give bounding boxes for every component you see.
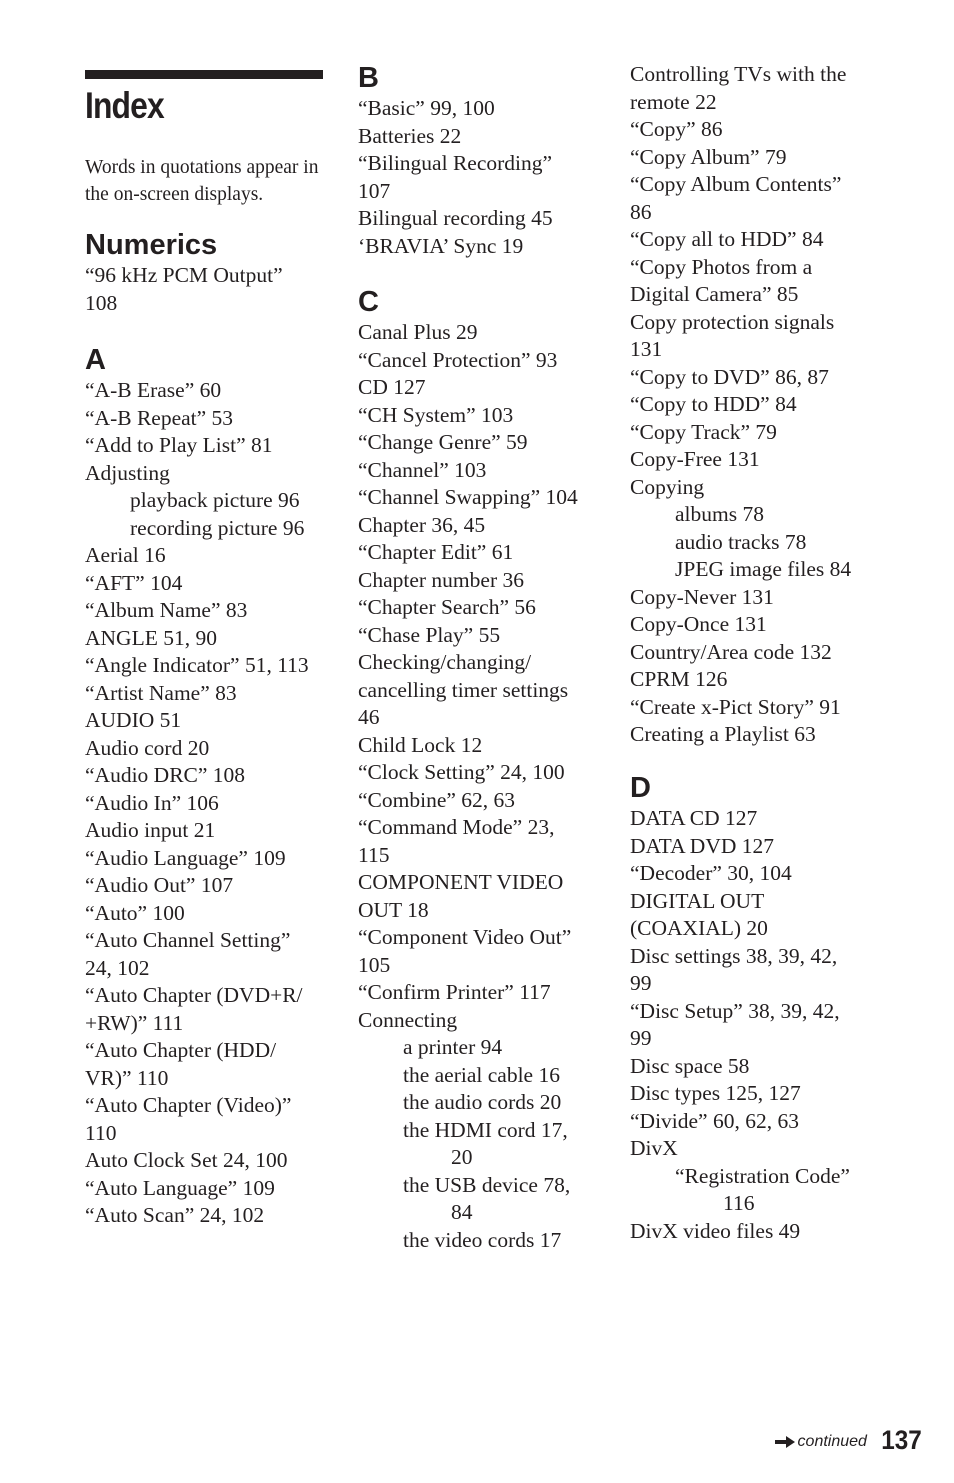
entry-line: “Auto Scan” 24, 102 [85, 1203, 265, 1227]
entry-line: recording picture 96 [130, 515, 305, 540]
index-entry [630, 446, 880, 474]
entry-line: Disc space 58 [630, 1053, 750, 1078]
entry-line: 24, 102 [85, 955, 150, 980]
entry-line: Chapter number 36 [358, 567, 524, 592]
index-subentry [630, 529, 880, 557]
index-entry [630, 1135, 880, 1163]
index-entry [358, 150, 613, 205]
entry-line: DivX video files 49 [630, 1218, 801, 1243]
entry-line: 86 [630, 199, 652, 224]
entry-line: 99 [630, 1026, 652, 1050]
entry-line: “Auto” 100 [85, 900, 185, 925]
index-entry [358, 233, 613, 261]
entry-line: “96 kHz PCM Output” [85, 263, 283, 287]
index-entry [358, 123, 613, 151]
entry-line: cancelling timer settings [358, 677, 569, 702]
entry-line: “Audio Out” 107 [85, 873, 234, 897]
index-entry [85, 570, 335, 598]
entry-line: “Auto Chapter (DVD+R/ [85, 983, 303, 1007]
entry-line: “Copy” 86 [630, 117, 723, 141]
entry-line: COMPONENT VIDEO [358, 870, 564, 894]
index-subentry [358, 1089, 613, 1117]
index-subentry [630, 556, 880, 584]
index-subentry [85, 487, 335, 515]
entry-line: “Artist Name” 83 [85, 680, 237, 705]
index-subentry [358, 1062, 613, 1090]
entry-line: “Component Video Out” [358, 925, 572, 949]
index-entry [358, 979, 613, 1007]
entry-line: Creating a Playlist 63 [630, 722, 816, 746]
entry-line: “CH System” 103 [358, 402, 514, 427]
entry-line: “Chapter Edit” 61 [358, 540, 514, 564]
entry-line: “Bilingual Recording” [358, 151, 553, 175]
index-entry [358, 567, 613, 595]
index-entry [85, 982, 335, 1037]
entry-line: Auto Clock Set 24, 100 [85, 1148, 288, 1172]
index-entry [85, 872, 335, 900]
index-entry [630, 943, 880, 998]
entry-line: 20 [451, 1145, 473, 1169]
index-entry [85, 597, 335, 625]
index-entry [85, 460, 335, 488]
entry-line: 99 [630, 971, 652, 995]
index-entry [630, 805, 880, 833]
index-entry [85, 1175, 335, 1203]
index-entry [358, 732, 613, 760]
entry-line: “Registration Code” [675, 1163, 850, 1188]
index-subentry [630, 1163, 880, 1218]
entry-line: audio tracks 78 [675, 529, 807, 554]
index-entry [358, 95, 613, 123]
index-entry [358, 512, 613, 540]
entry-line: AUDIO 51 [85, 708, 182, 732]
entry-line: (COAXIAL) 20 [630, 916, 768, 940]
entry-line: Disc settings 38, 39, 42, [630, 943, 838, 968]
index-subentry [358, 1034, 613, 1062]
section-d [630, 771, 880, 1245]
index-entry [358, 869, 613, 924]
section-heading: A [85, 344, 106, 376]
entry-line: “Copy all to HDD” 84 [630, 227, 824, 251]
index-entry [630, 860, 880, 888]
index-entry [358, 924, 613, 979]
entry-line: 131 [630, 337, 663, 361]
index-subentry [630, 501, 880, 529]
index-entry [630, 1080, 880, 1108]
entry-line: “Combine” 62, 63 [358, 787, 516, 812]
index-subentry [358, 1117, 613, 1172]
index-entry [630, 666, 880, 694]
index-entry [630, 611, 880, 639]
entry-line: “Confirm Printer” 117 [358, 980, 551, 1004]
entry-line: “Audio In” 106 [85, 790, 219, 815]
entry-line: Copying [630, 474, 705, 499]
index-entry [85, 377, 335, 405]
entry-line: “Copy Album Contents” [630, 172, 842, 196]
index-entry [85, 1092, 335, 1147]
entry-line: “Auto Chapter (Video)” [85, 1093, 292, 1117]
entry-line: “Change Genre” 59 [358, 430, 528, 454]
index-entry [358, 484, 613, 512]
entry-line: ‘BRAVIA’ Sync 19 [358, 233, 524, 258]
entry-list [358, 95, 613, 260]
index-entry [358, 814, 613, 869]
entry-line: “Auto Language” 109 [85, 1175, 275, 1200]
entry-line: +RW)” 111 [85, 1010, 184, 1035]
section-heading: C [358, 286, 379, 318]
index-entry [630, 1218, 880, 1246]
index-entry [630, 116, 880, 144]
entry-line: Audio cord 20 [85, 735, 210, 760]
index-entry [358, 429, 613, 457]
index-subentry [85, 515, 335, 543]
index-entry [630, 254, 880, 309]
entry-line: “A-B Erase” 60 [85, 378, 222, 402]
entry-line: JPEG image files 84 [675, 557, 852, 581]
entry-line: “Divide” 60, 62, 63 [630, 1108, 799, 1133]
intro-text: Words in quotations appear in the on-screen displays. [85, 157, 319, 205]
entry-line: “Audio DRC” 108 [85, 763, 246, 787]
index-entry [630, 144, 880, 172]
entry-line: “Channel Swapping” 104 [358, 485, 578, 509]
entry-line: DATA CD 127 [630, 806, 758, 830]
entry-line: the aerial cable 16 [403, 1062, 560, 1087]
index-entry [358, 1007, 613, 1035]
entry-line: Copy-Free 131 [630, 447, 760, 471]
index-entry [358, 622, 613, 650]
index-entry [630, 391, 880, 419]
index-entry [85, 762, 335, 790]
entry-list [85, 377, 335, 1230]
section-a [85, 343, 335, 1230]
entry-line: Aerial 16 [85, 543, 166, 567]
continued-marker [774, 1433, 867, 1451]
entry-line: “Auto Channel Setting” [85, 928, 291, 952]
index-entry [85, 262, 335, 317]
index-entry [630, 639, 880, 667]
entry-list [630, 61, 880, 749]
entry-line: 110 [85, 1120, 117, 1145]
entry-line: Copy-Once 131 [630, 612, 767, 636]
entry-line: “Copy Track” 79 [630, 419, 777, 444]
index-entry [85, 845, 335, 873]
entry-line: 107 [358, 178, 391, 203]
entry-line: Disc types 125, 127 [630, 1081, 801, 1105]
index-entry [630, 419, 880, 447]
entry-line: “Decoder” 30, 104 [630, 861, 792, 885]
entry-line: 116 [723, 1191, 755, 1215]
index-entry [85, 790, 335, 818]
entry-line: CD 127 [358, 375, 426, 399]
index-entry [630, 1108, 880, 1136]
entry-line: Child Lock 12 [358, 732, 483, 757]
entry-line: Batteries 22 [358, 123, 462, 148]
entry-list [85, 262, 335, 317]
index-entry [85, 817, 335, 845]
entry-line: 108 [85, 290, 118, 315]
entry-line: DATA DVD 127 [630, 833, 775, 858]
index-entry [358, 539, 613, 567]
index-entry [358, 594, 613, 622]
continued-text: continued [797, 1433, 867, 1450]
entry-line: DivX [630, 1136, 678, 1160]
section-numerics [85, 228, 335, 317]
section-heading: B [358, 62, 379, 94]
entry-line: “Album Name” 83 [85, 598, 248, 622]
entry-line: “Angle Indicator” 51, 113 [85, 653, 309, 677]
entry-line: “Chapter Search” 56 [358, 595, 536, 619]
section-b [358, 61, 613, 260]
index-entry [630, 888, 880, 943]
entry-line: the video cords 17 [403, 1227, 562, 1252]
index-entry [358, 649, 613, 732]
entry-line: Checking/changing/ [358, 650, 532, 674]
index-entry [85, 542, 335, 570]
entry-line: 105 [358, 952, 391, 977]
index-entry [630, 998, 880, 1053]
entry-line: Audio input 21 [85, 818, 216, 842]
entry-line: Controlling TVs with the [630, 62, 847, 86]
entry-line: “Create x-Pict Story” 91 [630, 694, 841, 719]
entry-line: Copy protection signals [630, 309, 835, 334]
entry-line: Country/Area code 132 [630, 639, 832, 664]
index-entry [85, 735, 335, 763]
entry-line: “Cancel Protection” 93 [358, 347, 558, 372]
entry-line: “Basic” 99, 100 [358, 96, 495, 120]
entry-line: the USB device 78, [403, 1172, 571, 1197]
entry-line: VR)” 110 [85, 1065, 169, 1090]
index-entry [85, 927, 335, 982]
index-entry [358, 205, 613, 233]
entry-line: “Command Mode” 23, [358, 815, 555, 839]
index-entry [85, 680, 335, 708]
entry-line: 46 [358, 705, 380, 729]
index-entry [630, 226, 880, 254]
index-entry [358, 347, 613, 375]
entry-line: Copy-Never 131 [630, 584, 774, 609]
entry-line: CPRM 126 [630, 667, 728, 691]
index-entry [630, 584, 880, 612]
page-footer [774, 1425, 924, 1456]
entry-line: remote 22 [630, 89, 717, 114]
entry-line: DIGITAL OUT [630, 888, 765, 913]
title-rule [85, 70, 323, 79]
entry-line: the HDMI cord 17, [403, 1117, 568, 1142]
entry-list [358, 319, 613, 1254]
entry-line: Adjusting [85, 460, 170, 485]
index-entry [358, 319, 613, 347]
entry-line: “Copy to DVD” 86, 87 [630, 364, 829, 389]
index-entry [85, 625, 335, 653]
entry-line: playback picture 96 [130, 488, 300, 512]
entry-line: “Disc Setup” 38, 39, 42, [630, 998, 840, 1023]
index-entry [358, 787, 613, 815]
index-entry [85, 405, 335, 433]
index-entry [630, 721, 880, 749]
index-subentry [358, 1172, 613, 1227]
entry-line: “Clock Setting” 24, 100 [358, 760, 565, 784]
index-entry [358, 759, 613, 787]
index-entry [630, 309, 880, 364]
section-c [358, 285, 613, 1254]
entry-line: the audio cords 20 [403, 1090, 562, 1114]
index-entry [630, 694, 880, 722]
entry-line: “Channel” 103 [358, 457, 487, 482]
section-c-continued [630, 61, 880, 749]
index-entry [85, 1037, 335, 1092]
index-subentry [358, 1227, 613, 1255]
entry-line: OUT 18 [358, 897, 429, 922]
index-entry [630, 171, 880, 226]
section-heading: D [630, 772, 651, 804]
page-title: Index [85, 85, 164, 126]
index-entry [630, 1053, 880, 1081]
entry-line: “Copy to HDD” 84 [630, 392, 797, 416]
entry-list [630, 805, 880, 1245]
entry-line: Canal Plus 29 [358, 320, 478, 344]
section-heading: Numerics [85, 229, 218, 261]
entry-line: “Audio Language” 109 [85, 845, 286, 870]
index-entry [85, 1202, 335, 1230]
entry-line: Connecting [358, 1007, 458, 1032]
entry-line: albums 78 [675, 502, 764, 526]
entry-line: Bilingual recording 45 [358, 206, 553, 230]
index-entry [358, 402, 613, 430]
index-entry [358, 374, 613, 402]
index-entry [85, 900, 335, 928]
index-entry [358, 457, 613, 485]
entry-line: “A-B Repeat” 53 [85, 405, 234, 430]
index-entry [85, 1147, 335, 1175]
entry-line: Chapter 36, 45 [358, 512, 486, 537]
index-entry [630, 833, 880, 861]
entry-line: “Chase Play” 55 [358, 622, 501, 647]
index-entry [85, 432, 335, 460]
entry-line: 84 [451, 1200, 473, 1224]
page-number: 137 [881, 1425, 922, 1455]
entry-line: “AFT” 104 [85, 570, 183, 595]
entry-line: 115 [358, 842, 390, 867]
entry-line: “Copy Album” 79 [630, 144, 787, 169]
entry-line: ANGLE 51, 90 [85, 625, 217, 650]
index-entry [85, 707, 335, 735]
right-arrow-icon [774, 1435, 796, 1449]
entry-line: a printer 94 [403, 1035, 503, 1059]
index-entry [85, 652, 335, 680]
index-entry [630, 61, 880, 116]
entry-line: “Auto Chapter (HDD/ [85, 1038, 277, 1062]
entry-line: “Copy Photos from a [630, 254, 813, 279]
index-entry [630, 474, 880, 502]
entry-line: “Add to Play List” 81 [85, 433, 273, 457]
entry-line: Digital Camera” 85 [630, 282, 799, 306]
index-entry [630, 364, 880, 392]
